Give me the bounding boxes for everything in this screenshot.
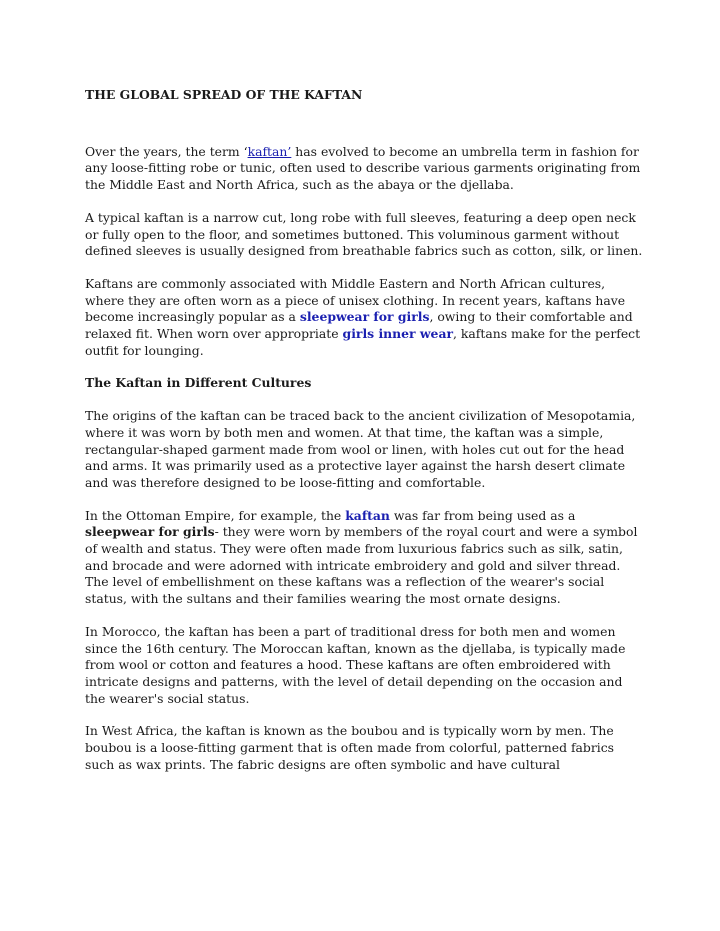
kaftan-bold-link[interactable]: kaftan: [345, 507, 390, 523]
paragraph-description: A typical kaftan is a narrow cut, long robe with full sleeves, featuring a deep open neck or fully open to the floor, and sometimes buttoned. This voluminous garment without defined sleeves is usually designed from breathable fabrics such as cotton, silk, or linen.: [85, 209, 643, 259]
paragraph-intro: [85, 144, 645, 194]
text: , kaftans make for the perfect outfit for lounging.: [85, 326, 641, 358]
text: has evolved to become an umbrella term in fashion for any loose-fitting robe or tunic, often used to describe various garments originating from the Middle East and North Africa, such as the abaya or the djellaba.: [85, 143, 641, 193]
girls-inner-wear-link[interactable]: girls inner wear: [342, 326, 453, 342]
kaftan-link[interactable]: kaftan’: [247, 143, 292, 159]
paragraph-origins: The origins of the kaftan can be traced back to the ancient civilization of Mesopotamia, where it was worn by both men and women. At that time, the kaftan was a simple, rectangular-shaped garment made from wool or linen, with holes cut out for the head and arms. It was primarily used as a protective layer against the harsh desert climate and was therefore designed to be loose-fitting and comfortable.: [85, 408, 636, 490]
text: - they were worn by members of the royal court and were a symbol of wealth and status. They were often made from luxurious fabrics such as silk, satin, and brocade and were adorned with intricate embroidery and gold and silver thread. The level of embellishment on these kaftans was a reflection of the wearer's social status, with the sultans and their families wearing the most ornate designs.: [85, 524, 638, 607]
paragraph-ottoman: [85, 508, 645, 608]
document-title: THE GLOBAL SPREAD OF THE KAFTAN: [85, 87, 363, 102]
section-heading: The Kaftan in Different Cultures: [85, 375, 312, 391]
paragraph-west-africa: In West Africa, the kaftan is known as the boubou and is typically worn by men. The boubou is a loose-fitting garment that is often made from colorful, patterned fabrics such as wax prints. The fabric designs are often symbolic and have cultural: [85, 723, 615, 772]
text: was far from being used as a: [389, 507, 576, 523]
paragraph-association: [85, 276, 645, 360]
sleepwear-for-girls-bold: sleepwear for girls: [85, 524, 215, 540]
paragraph-morocco: In Morocco, the kaftan has been a part of traditional dress for both men and women since the 16th century. The Moroccan kaftan, known as the djellaba, is typically made from wool or cotton and features a hood. These kaftans are often embroidered with intricate designs and patterns, with the level of detail depending on the occasion and the wearer's social status.: [85, 623, 626, 706]
text: Kaftans are commonly associated with Middle Eastern and North African cultures, where they are often worn as a piece of unisex clothing. In recent years, kaftans have become increasingly popular as a: [85, 275, 626, 325]
document-page: [85, 87, 645, 790]
text: In the Ottoman Empire, for example, the: [85, 507, 346, 523]
text: , owing to their comfortable and relaxed fit. When worn over appropriate: [85, 309, 633, 342]
text: Over the years, the term ‘: [85, 143, 248, 159]
sleepwear-for-girls-link[interactable]: sleepwear for girls: [299, 309, 430, 325]
